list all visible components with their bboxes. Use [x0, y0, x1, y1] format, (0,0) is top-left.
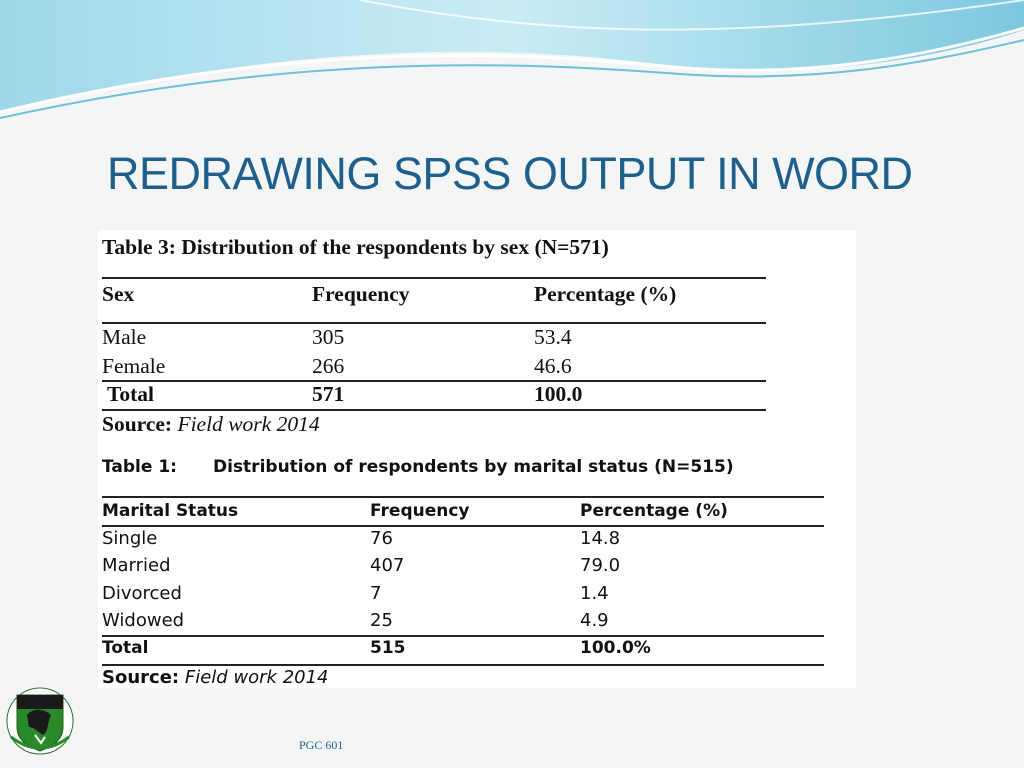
source-text: Field work 2014: [184, 667, 329, 688]
column-header: Sex: [102, 282, 135, 306]
slide-footer: PGC 601: [299, 738, 344, 752]
table-rule: [102, 496, 824, 498]
tables-image-panel: [98, 230, 856, 688]
caption-text: Distribution of respondents by marital status (N=515): [213, 457, 734, 477]
column-header: Percentage (%): [580, 501, 728, 521]
table-cell: 7: [370, 583, 382, 604]
table-cell: Single: [102, 528, 158, 549]
table-cell: 76: [370, 528, 393, 549]
table-cell: 14.8: [580, 528, 621, 549]
university-crest-logo-icon: [5, 687, 75, 755]
table-caption: Table 3: Distribution of the respondents by sex (N=571): [102, 235, 609, 259]
table-cell: Divorced: [102, 583, 182, 604]
table-rule: [102, 409, 766, 411]
table-cell: 1.4: [580, 583, 609, 604]
table-row: [102, 354, 766, 382]
table-rule: [102, 664, 824, 666]
table-row: [102, 583, 824, 609]
table-rule: [102, 525, 824, 527]
table-cell: 25: [370, 610, 393, 631]
table-rule: [102, 322, 766, 324]
table-cell: 266: [312, 354, 345, 378]
table-total-row: [102, 382, 766, 410]
table-cell: 571: [312, 382, 345, 406]
table-cell: 305: [312, 325, 345, 349]
column-header: Frequency: [370, 501, 470, 521]
table-cell: 100.0: [534, 382, 583, 406]
caption-label: Table 1:: [102, 457, 177, 477]
table-row: [102, 555, 824, 581]
table-cell: Female: [102, 354, 166, 378]
table-header-row: [102, 501, 824, 527]
source-text: Field work 2014: [177, 412, 320, 436]
source-label: Source:: [102, 412, 173, 436]
table-source: [102, 667, 329, 688]
column-header: Marital Status: [102, 501, 239, 521]
column-header: Frequency: [312, 282, 410, 306]
table-caption: [102, 457, 734, 477]
table-header-row: [102, 282, 766, 310]
table-cell: 100.0%: [580, 638, 651, 658]
table-cell: 4.9: [580, 610, 609, 631]
table-cell: 46.6: [534, 354, 572, 378]
table-row: [102, 610, 824, 636]
table-cell: Total: [102, 382, 154, 406]
table-cell: 407: [370, 555, 405, 576]
table-row: [102, 325, 766, 353]
table-cell: Widowed: [102, 610, 185, 631]
table-rule: [102, 635, 824, 637]
slide-title: REDRAWING SPSS OUTPUT IN WORD: [107, 148, 913, 199]
column-header: Percentage (%): [534, 282, 677, 306]
table-source: [102, 412, 320, 437]
table-row: [102, 528, 824, 554]
header-wave-decoration: [0, 0, 1024, 130]
table-cell: Total: [102, 638, 149, 658]
table-cell: 79.0: [580, 555, 621, 576]
table-cell: 53.4: [534, 325, 572, 349]
table-cell: Married: [102, 555, 171, 576]
table-cell: Male: [102, 325, 147, 349]
table-rule: [102, 277, 766, 279]
table-total-row: [102, 638, 824, 664]
source-label: Source:: [102, 667, 180, 688]
table-cell: 515: [370, 638, 406, 658]
